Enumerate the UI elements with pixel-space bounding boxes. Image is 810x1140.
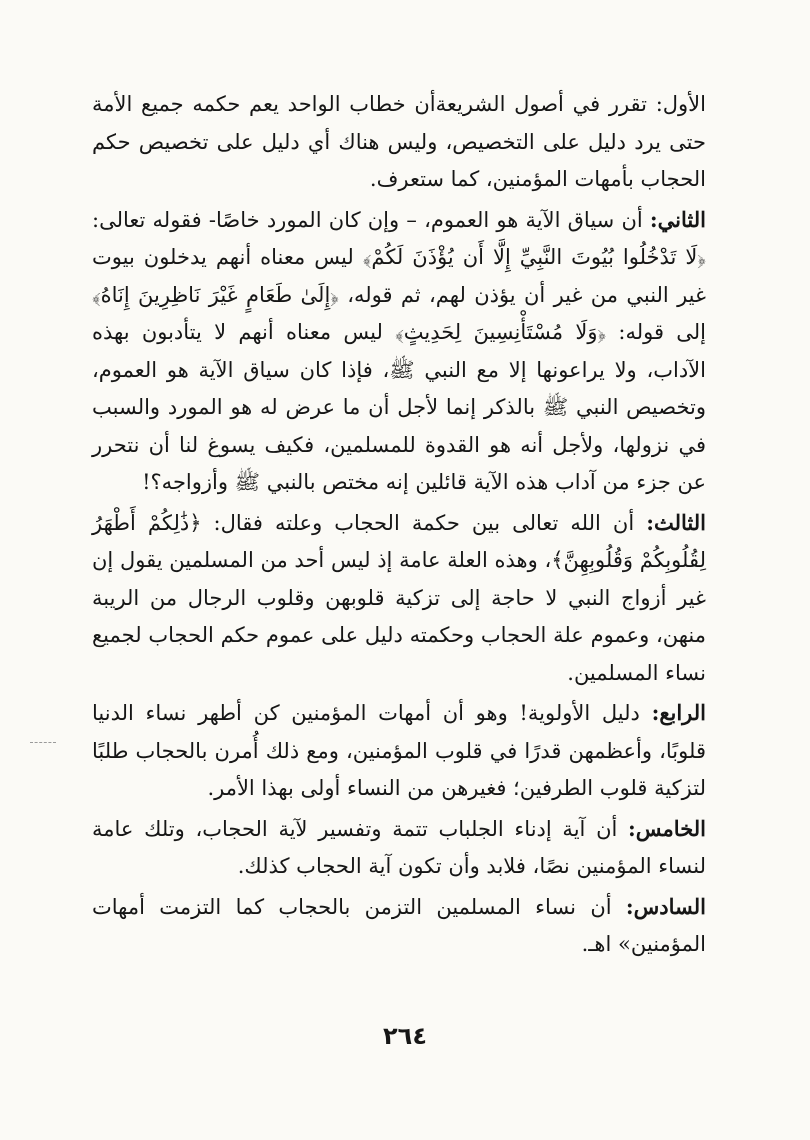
paragraph-label: الرابع: <box>651 700 706 725</box>
paragraph-label: الخامس: <box>628 815 706 841</box>
paragraph-fourth <box>92 694 706 808</box>
paragraph-text: دليل الأولوية! وهو أن أمهات المؤمنين كن أطهر نساء الدنيا قلوبًا، وأعظمهن قدرًا في قلوب المؤمنين، ومع ذلك أُمرن بالحجاب طلبًا لتزكية قلوب الطرفين؛ فغيرهن من النساء أولى بهذا الأمر. <box>92 701 706 800</box>
margin-scan-mark <box>30 742 56 745</box>
paragraph-text: أن نساء المسلمين التزمن بالحجاب كما التزمت أمهات المؤمنين» اهـ. <box>92 894 706 956</box>
paragraph-text: أن سياق الآية هو العموم، – وإن كان المورد خاصًا- فقوله تعالى: ﴿لَا تَدْخُلُوا بُيُوتَ النَّبِيِّ إِلَّا أَن يُؤْذَنَ لَكُمْ﴾ ليس معناه أنهم يدخلون بيوت غير النبي من غير أن يؤذن لهم، ثم قوله، ﴿إِلَىٰ طَعَامٍ غَيْرَ نَاظِرِينَ إِنَاهُ﴾ إلى قوله: ﴿وَلَا مُسْتَأْنِسِينَ لِحَدِيثٍ﴾ ليس معناه أنهم لا يتأدبون بهذه الآداب، ولا يراعونها إلا مع النبي ﷺ، فإذا كان سياق الآية هو العموم، وتخصيص النبي ﷺ بالذكر إنما لأجل أن ما عرض له هو المورد والسبب في نزولها، ولأجل أنه هو القدوة للمسلمين، فكيف يسوغ لنا أن نتحرر عن جزء من آداب هذه الآية قائلين إنه مختص بالنبي ﷺ وأزواجه؟! <box>92 207 706 494</box>
paragraph-sixth <box>92 888 706 964</box>
paragraph-label: الثاني: <box>649 206 706 232</box>
paragraph-third <box>92 504 706 693</box>
paragraph-label: الثالث: <box>646 509 706 535</box>
page-number: ٢٦٤ <box>383 1022 427 1050</box>
paragraph-first <box>92 86 706 199</box>
paragraph-text: أن آية إدناء الجلباب تتمة وتفسير لآية الحجاب، وتلك عامة لنساء المؤمنين نصًا، فلابد وأن تكون آية الحجاب كذلك. <box>92 816 706 878</box>
page-body <box>92 86 706 966</box>
paragraph-label: السادس: <box>625 893 706 919</box>
paragraph-text: الأول: تقرر في أصول الشريعةأن خطاب الواحد يعم حكمه جميع الأمة حتى يرد دليل على التخصيص، وليس هناك أي دليل على تخصيص حكم الحجاب بأمهات المؤمنين، كما ستعرف. <box>92 92 706 191</box>
paragraph-fifth <box>92 810 706 886</box>
paragraph-text: أن الله تعالى بين حكمة الحجاب وعلته فقال: ﴿ذَٰلِكُمْ أَطْهَرُ لِقُلُوبِكُمْ وَقُلُوبِهِنَّ﴾، وهذه العلة عامة إذ ليس أحد من المسلمين يقول إن غير أزواج النبي لا حاجة إلى تزكية قلوبهن وقلوب الرجال من الريبة منهن، وعموم علة الحجاب وحكمته دليل على عموم حكم الحجاب لجميع نساء المسلمين. <box>92 510 706 685</box>
paragraph-second <box>92 201 706 502</box>
